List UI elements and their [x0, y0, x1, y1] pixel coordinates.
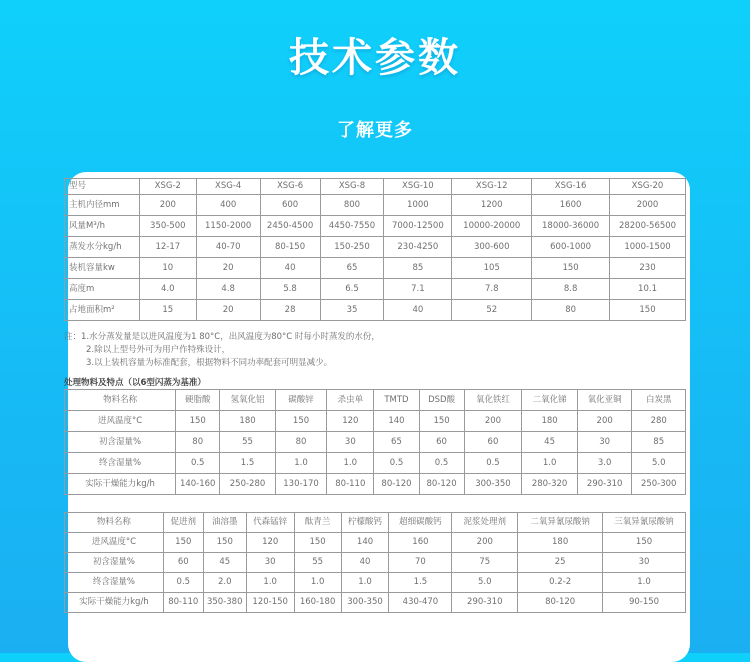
- page-title: 技术参数: [289, 35, 461, 81]
- materials-table-2: [64, 512, 686, 613]
- table-cell: 400: [196, 195, 260, 216]
- table-cell: 15: [139, 300, 196, 321]
- table-cell: 5.8: [260, 279, 320, 300]
- table-cell: 150: [203, 533, 246, 553]
- table-cell: XSG-10: [384, 179, 452, 195]
- table-cell: 130-170: [275, 474, 326, 495]
- table-cell: 105: [452, 258, 532, 279]
- table-cell: 65: [320, 258, 384, 279]
- table-cell: 氧化亚铜: [577, 390, 632, 411]
- table-cell: 1200: [452, 195, 532, 216]
- table-cell: 250-280: [220, 474, 276, 495]
- table-cell: 80: [532, 300, 610, 321]
- table-cell: 150: [419, 411, 464, 432]
- table-cell: 150: [275, 411, 326, 432]
- table-cell: 60: [163, 553, 203, 573]
- table-cell: 0.5: [419, 453, 464, 474]
- materials-heading: 处理物料及特点（以6型闪蒸为基准）: [64, 378, 206, 388]
- table-cell: 80-150: [260, 237, 320, 258]
- table-cell: 600: [260, 195, 320, 216]
- table-cell: 300-600: [452, 237, 532, 258]
- table-cell: 白炭黑: [632, 390, 686, 411]
- table-cell: 25: [518, 553, 603, 573]
- table-cell: 800: [320, 195, 384, 216]
- materials-table-1: [64, 389, 686, 495]
- table-cell: 140: [341, 533, 389, 553]
- row-label-cell: 物料名称: [65, 390, 176, 411]
- table-header-row: [65, 513, 686, 533]
- row-label-cell: 风量M³/h: [65, 216, 140, 237]
- table-cell: 1.0: [275, 453, 326, 474]
- row-label-cell: 占地面积m²: [65, 300, 140, 321]
- table-cell: 20: [196, 300, 260, 321]
- notes: [64, 331, 684, 370]
- table-cell: 7000-12500: [384, 216, 452, 237]
- table-cell: 1.5: [220, 453, 276, 474]
- table-cell: 120: [246, 533, 294, 553]
- table-cell: 1000-1500: [610, 237, 686, 258]
- table-cell: 150: [294, 533, 341, 553]
- table-cell: 80-120: [419, 474, 464, 495]
- note-line: 3.以上装机容量为标准配套，根据物料不同功率配套可明显减少。: [86, 358, 333, 368]
- table-cell: 52: [452, 300, 532, 321]
- table-cell: 290-310: [452, 593, 518, 613]
- table-cell: 150-250: [320, 237, 384, 258]
- table-cell: 160-180: [294, 593, 341, 613]
- table-cell: 35: [320, 300, 384, 321]
- table-row: [65, 300, 686, 321]
- table-cell: 55: [294, 553, 341, 573]
- table-cell: 2.0: [203, 573, 246, 593]
- table-cell: 5.0: [632, 453, 686, 474]
- table-cell: 80: [275, 432, 326, 453]
- row-label-cell: 进风温度°C: [65, 533, 164, 553]
- table-cell: 7.1: [384, 279, 452, 300]
- table-cell: 200: [452, 533, 518, 553]
- row-label-cell: 进风温度°C: [65, 411, 176, 432]
- table-cell: 40-70: [196, 237, 260, 258]
- table-header-row: [65, 179, 686, 195]
- row-label-cell: 终含湿量%: [65, 573, 164, 593]
- table-cell: 80-120: [518, 593, 603, 613]
- note-line: 2.除以上型号外可为用户作特殊设计，: [86, 345, 231, 355]
- table-cell: 1.0: [246, 573, 294, 593]
- table-cell: 0.5: [176, 453, 220, 474]
- table-cell: 1.0: [603, 573, 686, 593]
- table-header-row: [65, 390, 686, 411]
- table-cell: 85: [384, 258, 452, 279]
- table-cell: 1.0: [341, 573, 389, 593]
- table-cell: 230-4250: [384, 237, 452, 258]
- table-cell: 60: [464, 432, 522, 453]
- row-label-cell: 实际干燥能力kg/h: [65, 593, 164, 613]
- table-cell: 150: [603, 533, 686, 553]
- table-cell: 超细碳酸钙: [389, 513, 452, 533]
- table-cell: 促进剂: [163, 513, 203, 533]
- table-cell: 350-380: [203, 593, 246, 613]
- table-cell: 290-310: [577, 474, 632, 495]
- table-cell: 120: [327, 411, 374, 432]
- row-label-cell: 高度m: [65, 279, 140, 300]
- table-cell: XSG-8: [320, 179, 384, 195]
- table-cell: 45: [522, 432, 578, 453]
- table-cell: 180: [518, 533, 603, 553]
- table-cell: 80: [176, 432, 220, 453]
- row-label-cell: 实际干燥能力kg/h: [65, 474, 176, 495]
- table-cell: 7.8: [452, 279, 532, 300]
- table-cell: 250-300: [632, 474, 686, 495]
- table-cell: 600-1000: [532, 237, 610, 258]
- table-cell: 10000-20000: [452, 216, 532, 237]
- table-cell: DSD酸: [419, 390, 464, 411]
- table-cell: 150: [610, 300, 686, 321]
- table-cell: 65: [374, 432, 419, 453]
- table-cell: 0.5: [374, 453, 419, 474]
- table-cell: 120-150: [246, 593, 294, 613]
- table-cell: 230: [610, 258, 686, 279]
- table-cell: 55: [220, 432, 276, 453]
- table-cell: 200: [577, 411, 632, 432]
- table-cell: XSG-12: [452, 179, 532, 195]
- table-cell: 45: [203, 553, 246, 573]
- table-cell: 1600: [532, 195, 610, 216]
- table-cell: 氢氧化铝: [220, 390, 276, 411]
- table-cell: 30: [577, 432, 632, 453]
- row-label-cell: 终含湿量%: [65, 453, 176, 474]
- table-cell: 4.8: [196, 279, 260, 300]
- table-row: [65, 279, 686, 300]
- table-cell: 30: [603, 553, 686, 573]
- table-cell: 10: [139, 258, 196, 279]
- table-cell: 180: [220, 411, 276, 432]
- table-cell: 80-110: [163, 593, 203, 613]
- table-cell: 1.5: [389, 573, 452, 593]
- table-row: [65, 432, 686, 453]
- table-cell: 200: [464, 411, 522, 432]
- spec-table: [64, 178, 686, 321]
- table-cell: 油溶墨: [203, 513, 246, 533]
- row-label-cell: 物料名称: [65, 513, 164, 533]
- table-cell: 0.5: [464, 453, 522, 474]
- table-cell: 90-150: [603, 593, 686, 613]
- table-cell: 碳酸锌: [275, 390, 326, 411]
- table-cell: 2450-4500: [260, 216, 320, 237]
- table-cell: 杀虫单: [327, 390, 374, 411]
- table-cell: 4450-7550: [320, 216, 384, 237]
- row-label-cell: 初含湿量%: [65, 553, 164, 573]
- table-cell: 280: [632, 411, 686, 432]
- table-cell: 75: [452, 553, 518, 573]
- table-cell: 28: [260, 300, 320, 321]
- table-cell: 85: [632, 432, 686, 453]
- table-cell: 140-160: [176, 474, 220, 495]
- row-label-cell: 型号: [65, 179, 140, 195]
- table-cell: 150: [532, 258, 610, 279]
- table-row: [65, 237, 686, 258]
- table-cell: 280-320: [522, 474, 578, 495]
- table-cell: 80-120: [374, 474, 419, 495]
- table-cell: 二氧化锑: [522, 390, 578, 411]
- table-cell: 150: [163, 533, 203, 553]
- table-cell: 酞青兰: [294, 513, 341, 533]
- table-cell: 1.0: [522, 453, 578, 474]
- table-cell: 硬脂酸: [176, 390, 220, 411]
- row-label-cell: 蒸发水分kg/h: [65, 237, 140, 258]
- table-row: [65, 411, 686, 432]
- table-cell: 三氧异氰尿酸钠: [603, 513, 686, 533]
- table-row: [65, 453, 686, 474]
- table-cell: 二氧异氰尿酸钠: [518, 513, 603, 533]
- table-cell: 18000-36000: [532, 216, 610, 237]
- row-label-cell: 初含湿量%: [65, 432, 176, 453]
- table-cell: 70: [389, 553, 452, 573]
- table-cell: 60: [419, 432, 464, 453]
- table-cell: TMTD: [374, 390, 419, 411]
- table-cell: 1000: [384, 195, 452, 216]
- table-cell: 30: [327, 432, 374, 453]
- row-label-cell: 装机容量kw: [65, 258, 140, 279]
- table-row: [65, 195, 686, 216]
- table-cell: 6.5: [320, 279, 384, 300]
- table-cell: 350-500: [139, 216, 196, 237]
- table-cell: 20: [196, 258, 260, 279]
- table-cell: XSG-4: [196, 179, 260, 195]
- table-cell: 28200-56500: [610, 216, 686, 237]
- table-cell: 1.0: [294, 573, 341, 593]
- table-row: [65, 573, 686, 593]
- table-cell: 80-110: [327, 474, 374, 495]
- table-row: [65, 258, 686, 279]
- table-row: [65, 216, 686, 237]
- table-cell: 4.0: [139, 279, 196, 300]
- table-cell: XSG-20: [610, 179, 686, 195]
- table-cell: 1150-2000: [196, 216, 260, 237]
- table-row: [65, 553, 686, 573]
- table-cell: 200: [139, 195, 196, 216]
- table-cell: 10.1: [610, 279, 686, 300]
- table-cell: 150: [176, 411, 220, 432]
- row-label-cell: 主机内径mm: [65, 195, 140, 216]
- table-cell: 300-350: [464, 474, 522, 495]
- note-line: 注：1.水分蒸发量是以进风温度为1 80°C，出风温度为80°C 时每小时蒸发的水份，: [64, 332, 380, 342]
- learn-more-link[interactable]: 了解更多: [337, 120, 413, 141]
- table-cell: 2000: [610, 195, 686, 216]
- table-cell: 30: [246, 553, 294, 573]
- table-cell: 40: [341, 553, 389, 573]
- table-cell: 430-470: [389, 593, 452, 613]
- table-cell: 180: [522, 411, 578, 432]
- table-cell: 柠檬酸钙: [341, 513, 389, 533]
- table-cell: XSG-6: [260, 179, 320, 195]
- table-cell: 0.5: [163, 573, 203, 593]
- table-row: [65, 593, 686, 613]
- table-cell: 泥浆处理剂: [452, 513, 518, 533]
- table-cell: XSG-16: [532, 179, 610, 195]
- table-cell: 0.2-2: [518, 573, 603, 593]
- table-cell: 40: [260, 258, 320, 279]
- table-cell: 1.0: [327, 453, 374, 474]
- table-cell: 3.0: [577, 453, 632, 474]
- table-cell: 160: [389, 533, 452, 553]
- table-cell: XSG-2: [139, 179, 196, 195]
- table-cell: 代森锰锌: [246, 513, 294, 533]
- table-cell: 8.8: [532, 279, 610, 300]
- table-cell: 300-350: [341, 593, 389, 613]
- table-cell: 5.0: [452, 573, 518, 593]
- table-cell: 12-17: [139, 237, 196, 258]
- table-cell: 氧化铁红: [464, 390, 522, 411]
- table-cell: 40: [384, 300, 452, 321]
- table-cell: 140: [374, 411, 419, 432]
- table-row: [65, 533, 686, 553]
- table-row: [65, 474, 686, 495]
